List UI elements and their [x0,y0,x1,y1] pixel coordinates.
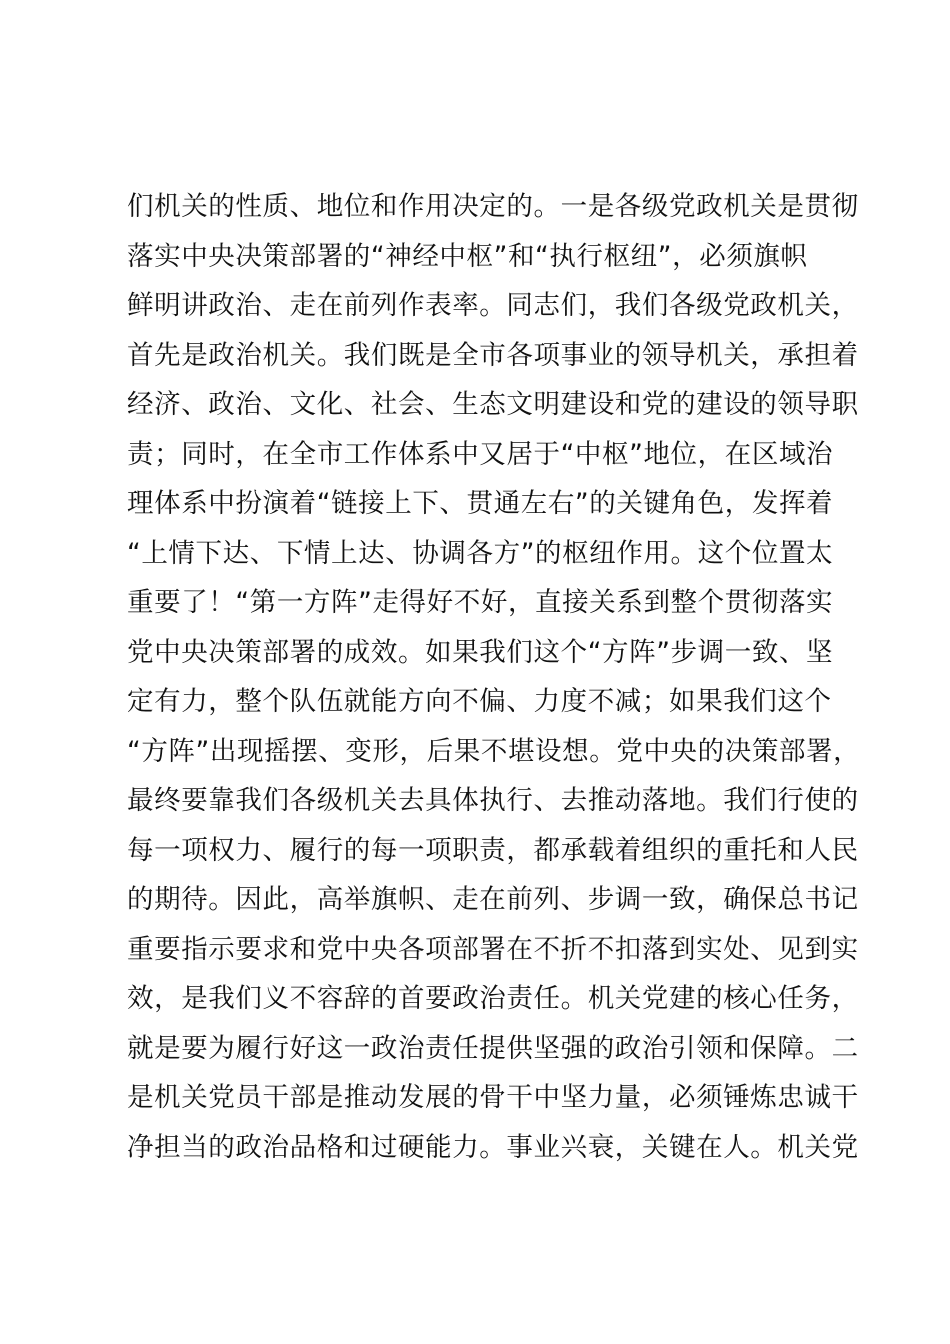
text-line: 经济、政治、文化、社会、生态文明建设和党的建设的领导职 [127,389,859,420]
body-text [127,182,861,1172]
text-line: 重要指示要求和党中央各项部署在不折不扣落到实处、见到实 [127,933,859,965]
text-line: “方阵”出现摇摆、变形，后果不堪设想。党中央的决策部署， [127,735,861,767]
text-line: 理体系中扮演着“链接上下、贯通左右”的关键角色，发挥着 [127,488,834,519]
text-line: 每一项权力、履行的每一项职责，都承载着组织的重托和人民 [127,834,859,866]
text-line: 党中央决策部署的成效。如果我们这个“方阵”步调一致、坚 [127,636,834,668]
text-line: 落实中央决策部署的“神经中枢”和“执行枢纽”，必须旗帜 [127,240,808,272]
text-line: 净担当的政治品格和过硬能力。事业兴衰，关键在人。机关党 [127,1131,859,1163]
text-line: 就是要为履行好这一政治责任提供坚强的政治引领和保障。二 [127,1032,859,1064]
text-line: 效，是我们义不容辞的首要政治责任。机关党建的核心任务， [127,983,859,1014]
text-line: 们机关的性质、地位和作用决定的。一是各级党政机关是贯彻 [127,191,859,222]
text-line: 定有力，整个队伍就能方向不偏、力度不减；如果我们这个 [127,686,832,717]
text-line: 重要了！“第一方阵”走得好不好，直接关系到整个贯彻落实 [127,587,834,618]
text-line: 责；同时，在全市工作体系中又居于“中枢”地位，在区域治 [127,438,834,470]
text-line: “上情下达、下情上达、协调各方”的枢纽作用。这个位置太 [127,537,834,569]
text-line: 的期待。因此，高举旗帜、走在前列、步调一致，确保总书记 [127,884,859,915]
text-line: 是机关党员干部是推动发展的骨干中坚力量，必须锤炼忠诚干 [127,1082,859,1113]
text-line: 鲜明讲政治、走在前列作表率。同志们，我们各级党政机关， [127,290,859,321]
text-line: 最终要靠我们各级机关去具体执行、去推动落地。我们行使的 [127,785,859,816]
text-line: 首先是政治机关。我们既是全市各项事业的领导机关，承担着 [127,339,859,371]
